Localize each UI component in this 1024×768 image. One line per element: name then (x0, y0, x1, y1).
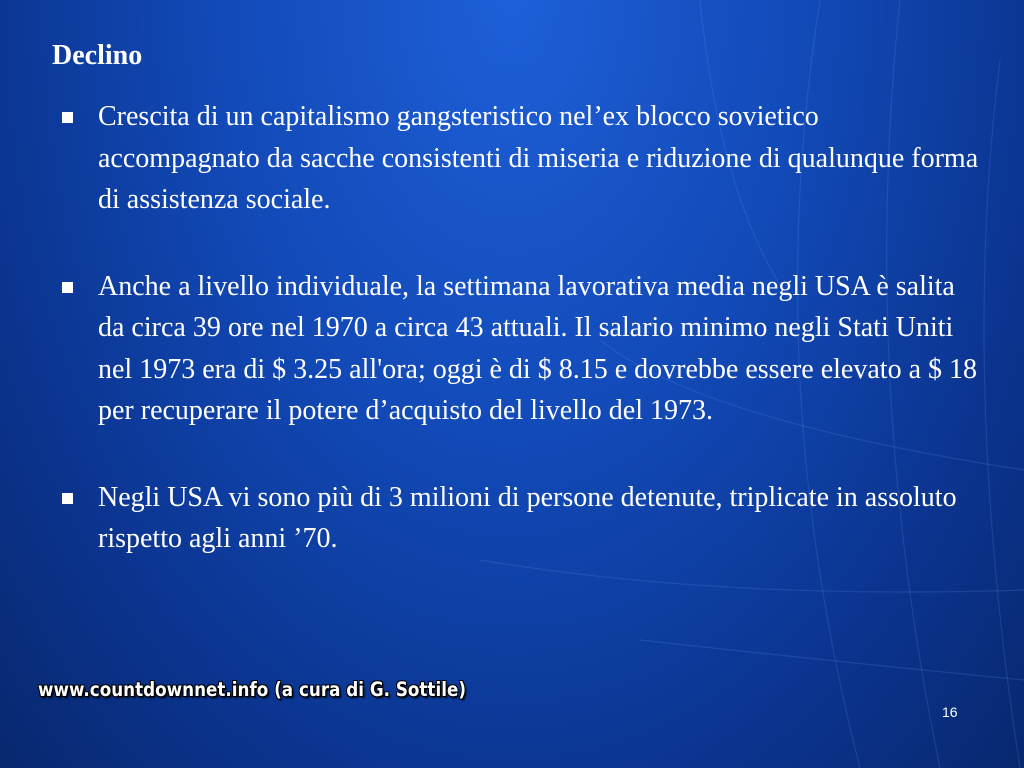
square-bullet-icon (62, 282, 73, 293)
square-bullet-icon (62, 493, 73, 504)
slide-title: Declino (52, 40, 143, 71)
bullet-text: Negli USA vi sono più di 3 milioni di persone detenute, triplicate in assoluto rispetto agli anni ’70. (98, 481, 957, 554)
page-number: 16 (942, 704, 958, 720)
square-bullet-icon (62, 112, 73, 123)
bullet-text: Crescita di un capitalismo gangsteristico nel’ex blocco sovietico accompagnato da sacche consistenti di miseria e riduzione di qualunque forma di assistenza sociale. (98, 101, 979, 215)
bullet-list (60, 96, 980, 605)
footer-website-link[interactable]: www.countdownnet.info (a cura di G. Sottile) (38, 678, 466, 701)
bullet-text: Anche a livello individuale, la settimana lavorativa media negli USA è salita da circa 39 ore nel 1970 a circa 43 attuali. Il salario minimo negli Stati Uniti nel 1973 era di $ 3.25 all'ora; oggi è di $ 8.15 e dovrebbe essere elevato a $ 18 per recuperare il potere d’acquisto del livello del 1973. (98, 270, 977, 426)
bullet-item (60, 266, 980, 432)
bullet-item (60, 96, 980, 221)
bullet-item (60, 477, 980, 560)
